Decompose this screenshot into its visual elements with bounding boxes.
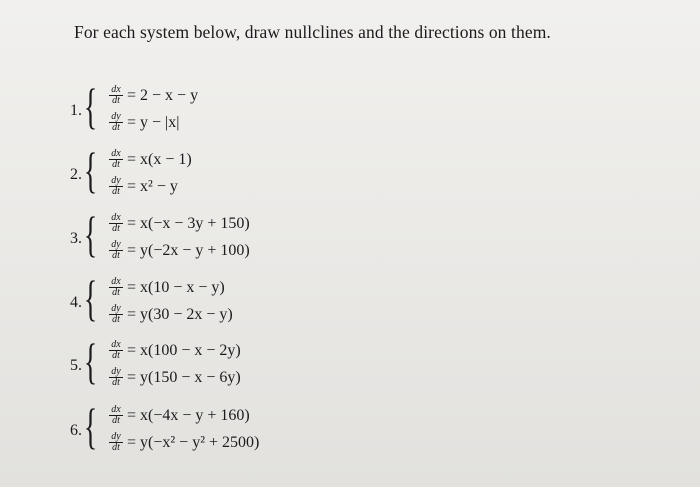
dy-rhs: = y(150 − x − 6y)	[127, 369, 241, 386]
problem-number: 4.	[70, 294, 82, 311]
left-brace: {	[84, 206, 98, 262]
dy-rhs: = y(−x² − y² + 2500)	[127, 434, 260, 451]
problem-4	[60, 270, 420, 334]
dy-rhs: = x² − y	[127, 178, 178, 195]
problem-1	[60, 78, 420, 142]
problem-5	[60, 333, 420, 397]
dy-dt-fraction: $\frac{dy}{dt}$	[109, 367, 123, 388]
left-brace: {	[84, 78, 98, 134]
dy-dt-fraction: $\frac{dy}{dt}$	[109, 304, 123, 325]
dx-rhs: = 2 − x − y	[127, 87, 199, 104]
dy-dt-fraction: $\frac{dy}{dt}$	[109, 240, 123, 261]
dx-dt-fraction: $\frac{dx}{dt}$	[109, 405, 123, 426]
dx-rhs: = x(100 − x − 2y)	[127, 342, 241, 359]
dx-dt-fraction: $\frac{dx}{dt}$	[109, 340, 123, 361]
problem-3	[60, 206, 420, 270]
dy-dt-fraction: $\frac{dy}{dt}$	[109, 112, 123, 133]
problem-2	[60, 142, 420, 206]
problem-number: 5.	[70, 357, 82, 374]
dy-dt-fraction: $\frac{dy}{dt}$	[109, 176, 123, 197]
problem-number: 6.	[70, 422, 82, 439]
problem-number: 1.	[70, 102, 82, 119]
instructions-heading: For each system below, draw nullclines and the directions on them.	[74, 22, 551, 42]
dx-dt-fraction: $\frac{dx}{dt}$	[109, 85, 123, 106]
dx-rhs: = x(x − 1)	[127, 151, 192, 168]
dy-rhs: = y(−2x − y + 100)	[127, 242, 250, 259]
left-brace: {	[84, 270, 98, 326]
problem-number: 3.	[70, 230, 82, 247]
dx-dt-fraction: $\frac{dx}{dt}$	[109, 277, 123, 298]
left-brace: {	[84, 142, 98, 198]
dx-dt-fraction: $\frac{dx}{dt}$	[109, 149, 123, 170]
left-brace: {	[84, 333, 98, 389]
left-brace: {	[84, 398, 98, 454]
dx-rhs: = x(10 − x − y)	[127, 279, 225, 296]
dx-dt-fraction: $\frac{dx}{dt}$	[109, 213, 123, 234]
problem-6	[60, 398, 420, 462]
dy-dt-fraction: $\frac{dy}{dt}$	[109, 432, 123, 453]
dy-rhs: = y − |x|	[127, 114, 180, 131]
dy-rhs: = y(30 − 2x − y)	[127, 306, 233, 323]
dx-rhs: = x(−x − 3y + 150)	[127, 215, 250, 232]
problem-number: 2.	[70, 166, 82, 183]
dx-rhs: = x(−4x − y + 160)	[127, 407, 250, 424]
